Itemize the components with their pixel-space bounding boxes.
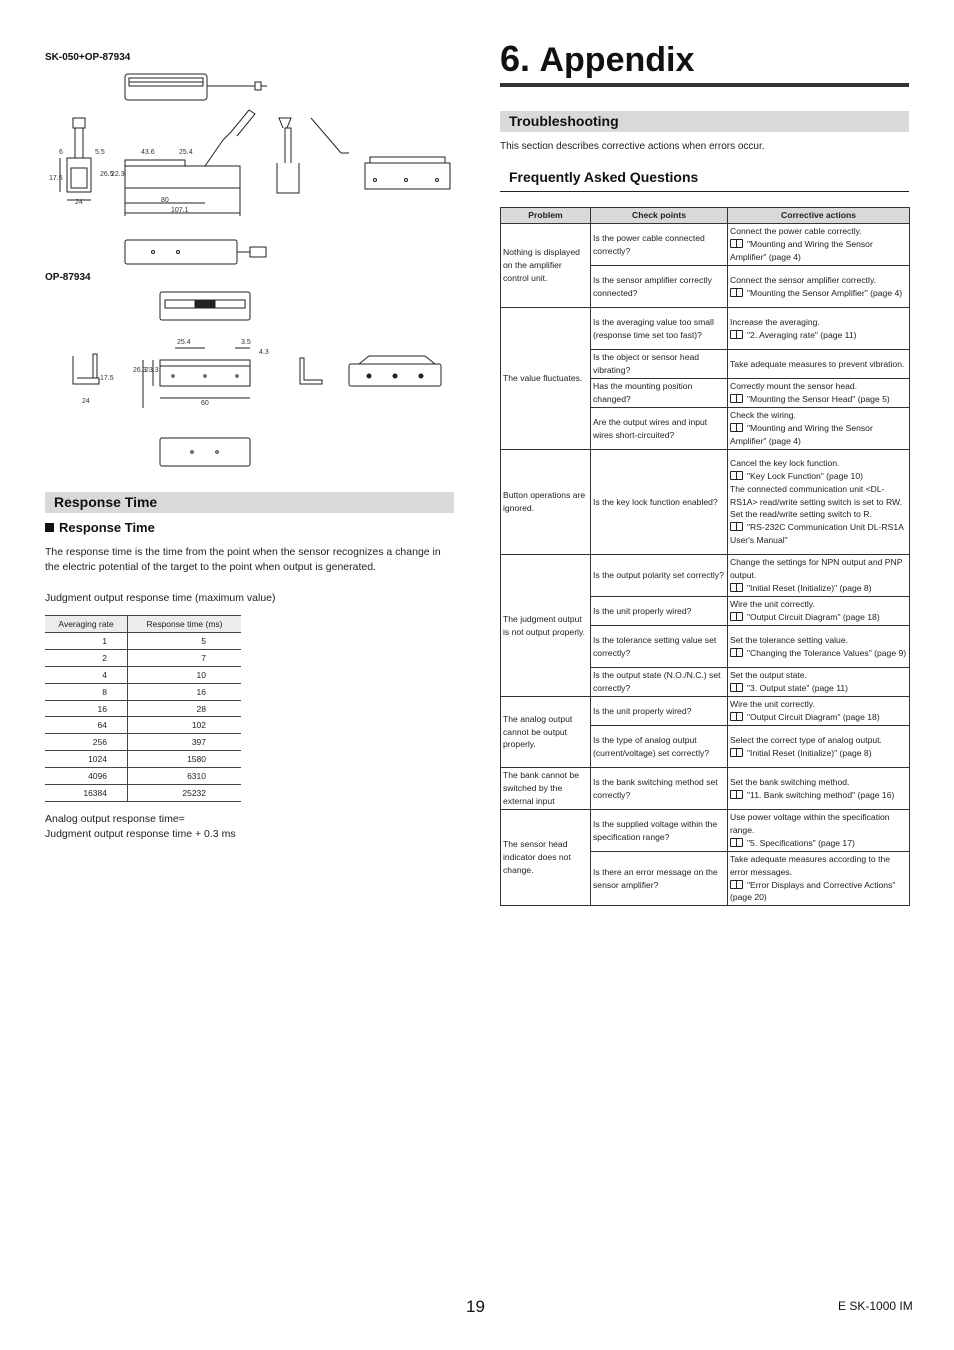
table-row (45, 751, 241, 768)
reference-link[interactable] (730, 393, 907, 406)
problem-cell: The judgment output is not output properly. (501, 555, 591, 697)
check-point-cell: Is the tolerance setting value set correctly? (591, 626, 728, 668)
problem-cell: Button operations are ignored. (501, 450, 591, 555)
table-row (45, 633, 241, 650)
check-point-cell: Is the unit properly wired? (591, 697, 728, 726)
dim-label: 80 (161, 197, 169, 204)
action-text: "Changing the Tolerance Values" (page 9) (747, 647, 907, 658)
book-reference-icon (730, 471, 743, 480)
dim-label: 43.6 (141, 149, 155, 156)
averaging-rate-cell: 64 (45, 717, 127, 734)
corrective-action-cell (728, 224, 910, 266)
subsection-title-text: Response Time (59, 520, 155, 535)
action-line (730, 669, 907, 682)
figure-label-sk050: SK-050+OP-87934 (45, 52, 131, 63)
check-point-cell: Is there an error message on the sensor amplifier? (591, 852, 728, 906)
faq-table (500, 207, 910, 906)
book-reference-icon (730, 522, 743, 531)
dim-label: 3.5 (241, 339, 251, 346)
dim-label: 25.4 (179, 149, 193, 156)
reference-link[interactable] (730, 329, 907, 342)
action-text: "Mounting the Sensor Amplifier" (page 4) (747, 287, 903, 298)
analog-response-note (45, 812, 236, 842)
action-line (730, 483, 907, 509)
action-line (730, 634, 907, 647)
problem-cell: The sensor head indicator does not change. (501, 810, 591, 906)
action-text: "RS-232C Communication Unit DL-RS1A User's Manual" (730, 522, 904, 545)
corrective-action-cell (728, 697, 910, 726)
action-text: Connect the sensor amplifier correctly. (730, 274, 876, 285)
table-row (45, 768, 241, 785)
column-header: Corrective actions (728, 208, 910, 224)
response-time-description: The response time is the time from the point when the sensor recognizes a change in the electric potential of the target to the point when output is generated. (45, 546, 441, 573)
table-row (45, 734, 241, 751)
action-text: "3. Output state" (page 11) (747, 683, 849, 693)
corrective-action-cell (728, 555, 910, 597)
response-time-cell: 7 (127, 649, 241, 666)
averaging-rate-cell: 16 (45, 700, 127, 717)
corrective-action-cell (728, 308, 910, 350)
check-point-cell: Is the type of analog output (current/voltage) set correctly? (591, 726, 728, 768)
reference-link[interactable] (730, 238, 907, 264)
table-row (501, 697, 910, 726)
action-text: Set the output state. (730, 670, 807, 681)
book-reference-icon (730, 423, 743, 432)
check-point-cell: Is the supplied voltage within the specification range? (591, 810, 728, 852)
dim-label: 107.1 (171, 207, 189, 214)
table-header-row (45, 616, 241, 633)
action-text: "Output Circuit Diagram" (page 18) (747, 612, 880, 622)
response-time-cell: 397 (127, 734, 241, 751)
table-row (45, 683, 241, 700)
reference-link[interactable] (730, 837, 907, 850)
action-text: Wire the unit correctly. (730, 599, 815, 610)
dim-label: 26.3 (133, 367, 147, 374)
action-line (730, 811, 907, 837)
chapter-title (500, 38, 694, 80)
reference-link[interactable] (730, 747, 907, 760)
reference-link[interactable] (730, 711, 907, 724)
book-reference-icon (730, 790, 743, 799)
check-point-cell: Is the sensor amplifier correctly connected? (591, 266, 728, 308)
table-row (501, 768, 910, 810)
action-text: "Mounting and Wiring the Sensor Amplifier" (page 4) (730, 423, 873, 446)
reference-link[interactable] (730, 611, 907, 624)
action-line (730, 274, 907, 287)
book-reference-icon (730, 394, 743, 403)
action-line (730, 409, 907, 422)
averaging-rate-cell: 256 (45, 734, 127, 751)
dim-label: 23.3 (145, 367, 159, 374)
dim-label: 5.5 (95, 149, 105, 156)
dim-label: 22.3 (111, 171, 125, 178)
table-row (45, 649, 241, 666)
problem-cell: The bank cannot be switched by the external input (501, 768, 591, 810)
book-reference-icon (730, 648, 743, 657)
action-text: The connected communication unit <DL-RS1A> read/write setting switch is set to RW. (730, 483, 903, 507)
response-time-cell: 28 (127, 700, 241, 717)
problem-cell: The value fluctuates. (501, 308, 591, 450)
action-text: Connect the power cable correctly. (730, 226, 862, 237)
column-header: Averaging rate (45, 616, 127, 633)
averaging-rate-cell: 2 (45, 649, 127, 666)
action-line (730, 316, 907, 329)
check-point-cell: Is the key lock function enabled? (591, 450, 728, 555)
action-text: Increase the averaging. (730, 316, 820, 327)
column-header: Response time (ms) (127, 616, 241, 633)
action-text: "Key Lock Function" (page 10) (747, 471, 863, 481)
action-line (730, 734, 907, 747)
reference-link[interactable] (730, 287, 907, 300)
table-header-row (501, 208, 910, 224)
table-row (501, 450, 910, 555)
action-text: Change the settings for NPN output and PNP output. (730, 557, 903, 581)
table-row (45, 700, 241, 717)
reference-link[interactable] (730, 422, 907, 448)
corrective-action-cell (728, 408, 910, 450)
corrective-action-cell (728, 597, 910, 626)
dim-label: 26.5 (100, 171, 114, 178)
check-point-cell: Is the output state (N.O./N.C.) set correctly? (591, 668, 728, 697)
check-point-cell: Has the mounting position changed? (591, 379, 728, 408)
subsection-title-response-time (45, 520, 155, 535)
action-text: "Initial Reset (Initialize)" (page 8) (747, 582, 872, 593)
action-text: Take adequate measures to prevent vibration. (730, 358, 905, 369)
book-reference-icon (730, 288, 743, 297)
corrective-action-cell (728, 266, 910, 308)
averaging-rate-cell: 4 (45, 666, 127, 683)
reference-link[interactable] (730, 470, 907, 483)
chapter-number: 6. (500, 38, 531, 79)
table-row (45, 717, 241, 734)
document-id: E SK-1000 IM (838, 1299, 913, 1313)
table-caption: Judgment output response time (maximum value) (45, 592, 276, 604)
reference-link[interactable] (730, 521, 907, 547)
table-row (501, 308, 910, 350)
chapter-title-text: Appendix (539, 41, 695, 79)
check-point-cell: Is the averaging value too small (response time set too fast)? (591, 308, 728, 350)
analog-note-line: Judgment output response time + 0.3 ms (45, 828, 236, 840)
book-reference-icon (730, 838, 743, 847)
book-reference-icon (730, 583, 743, 592)
figure-label-op87934: OP-87934 (45, 272, 91, 283)
action-line (730, 698, 907, 711)
dim-label: 6 (59, 149, 63, 156)
dim-label: 4.3 (259, 349, 269, 356)
action-text: Set the bank switching method. (730, 776, 850, 787)
square-bullet-icon (45, 523, 54, 532)
check-point-cell: Is the output polarity set correctly? (591, 555, 728, 597)
response-time-cell: 6310 (127, 768, 241, 785)
column-header: Check points (591, 208, 728, 224)
book-reference-icon (730, 330, 743, 339)
section-header-troubleshooting: Troubleshooting (500, 111, 909, 132)
action-text: Set the tolerance setting value. (730, 634, 849, 645)
book-reference-icon (730, 612, 743, 621)
averaging-rate-cell: 1 (45, 633, 127, 650)
action-line (730, 380, 907, 393)
check-point-cell: Is the bank switching method set correctly? (591, 768, 728, 810)
action-text: Check the wiring. (730, 410, 796, 421)
check-point-cell: Is the object or sensor head vibrating? (591, 350, 728, 379)
table-row (45, 666, 241, 683)
corrective-action-cell (728, 852, 910, 906)
section-header-response-time: Response Time (45, 492, 454, 513)
action-text: Set the read/write setting switch to R. (730, 509, 872, 520)
action-text: "11. Bank switching method" (page 16) (747, 789, 895, 800)
dim-label: 24 (82, 398, 90, 405)
dimension-drawing-sk050 (45, 68, 455, 268)
action-line (730, 225, 907, 238)
check-point-cell: Is the power cable connected correctly? (591, 224, 728, 266)
table-row (501, 555, 910, 597)
response-time-cell: 1580 (127, 751, 241, 768)
corrective-action-cell (728, 450, 910, 555)
book-reference-icon (730, 683, 743, 692)
response-time-table (45, 615, 241, 802)
action-line (730, 508, 907, 521)
table-row (501, 224, 910, 266)
response-time-cell: 10 (127, 666, 241, 683)
averaging-rate-cell: 8 (45, 683, 127, 700)
action-line (730, 853, 907, 879)
column-header: Problem (501, 208, 591, 224)
reference-link[interactable] (730, 582, 907, 595)
analog-note-line: Analog output response time= (45, 813, 185, 825)
averaging-rate-cell: 4096 (45, 768, 127, 785)
reference-link[interactable] (730, 647, 907, 660)
chapter-rule (500, 83, 909, 87)
corrective-action-cell (728, 726, 910, 768)
action-text: Cancel the key lock function. (730, 458, 840, 469)
dim-label: 25.4 (177, 339, 191, 346)
action-text: Select the correct type of analog output. (730, 734, 882, 745)
corrective-action-cell (728, 379, 910, 408)
book-reference-icon (730, 712, 743, 721)
action-text: "5. Specifications" (page 17) (747, 837, 855, 848)
averaging-rate-cell: 16384 (45, 785, 127, 802)
action-text: Take adequate measures according to the error messages. (730, 854, 891, 877)
action-text: Wire the unit correctly. (730, 699, 815, 710)
check-point-cell: Is the unit properly wired? (591, 597, 728, 626)
corrective-action-cell (728, 350, 910, 379)
action-text: "Initial Reset (Initialize)" (page 8) (747, 747, 872, 758)
dim-label: 60 (201, 400, 209, 407)
reference-link[interactable] (730, 682, 907, 695)
action-line (730, 556, 907, 582)
averaging-rate-cell: 1024 (45, 751, 127, 768)
action-text: "Mounting the Sensor Head" (page 5) (747, 394, 890, 404)
action-text: "Mounting and Wiring the Sensor Amplifier" (page 4) (730, 239, 873, 262)
reference-link[interactable] (730, 789, 907, 802)
reference-link[interactable] (730, 879, 907, 905)
dimension-drawing-op87934 (45, 288, 455, 473)
corrective-action-cell (728, 810, 910, 852)
corrective-action-cell (728, 626, 910, 668)
faq-title: Frequently Asked Questions (509, 169, 699, 185)
table-row (45, 785, 241, 802)
book-reference-icon (730, 748, 743, 757)
book-reference-icon (730, 239, 743, 248)
action-text: Use power voltage within the specification range. (730, 812, 890, 836)
action-text: "Error Displays and Corrective Actions" (page 20) (730, 879, 896, 903)
response-time-cell: 102 (127, 717, 241, 734)
action-line (730, 457, 907, 470)
page-number: 19 (466, 1297, 485, 1316)
corrective-action-cell (728, 668, 910, 697)
action-line (730, 776, 907, 789)
faq-rule (500, 191, 909, 192)
problem-cell: The analog output cannot be output properly. (501, 697, 591, 768)
action-text: Correctly mount the sensor head. (730, 381, 858, 392)
dim-label: 17.5 (49, 175, 63, 182)
action-line (730, 358, 907, 371)
book-reference-icon (730, 880, 743, 889)
response-time-cell: 25232 (127, 785, 241, 802)
action-text: "Output Circuit Diagram" (page 18) (747, 712, 880, 722)
corrective-action-cell (728, 768, 910, 810)
response-time-cell: 5 (127, 633, 241, 650)
troubleshooting-description: This section describes corrective actions when errors occur. (500, 141, 765, 152)
dim-label: 17.5 (100, 375, 114, 382)
table-row (501, 810, 910, 852)
dim-label: 24 (75, 199, 83, 206)
response-time-cell: 16 (127, 683, 241, 700)
action-text: "2. Averaging rate" (page 11) (747, 329, 857, 340)
action-line (730, 598, 907, 611)
check-point-cell: Are the output wires and input wires short-circuited? (591, 408, 728, 450)
problem-cell: Nothing is displayed on the amplifier control unit. (501, 224, 591, 308)
